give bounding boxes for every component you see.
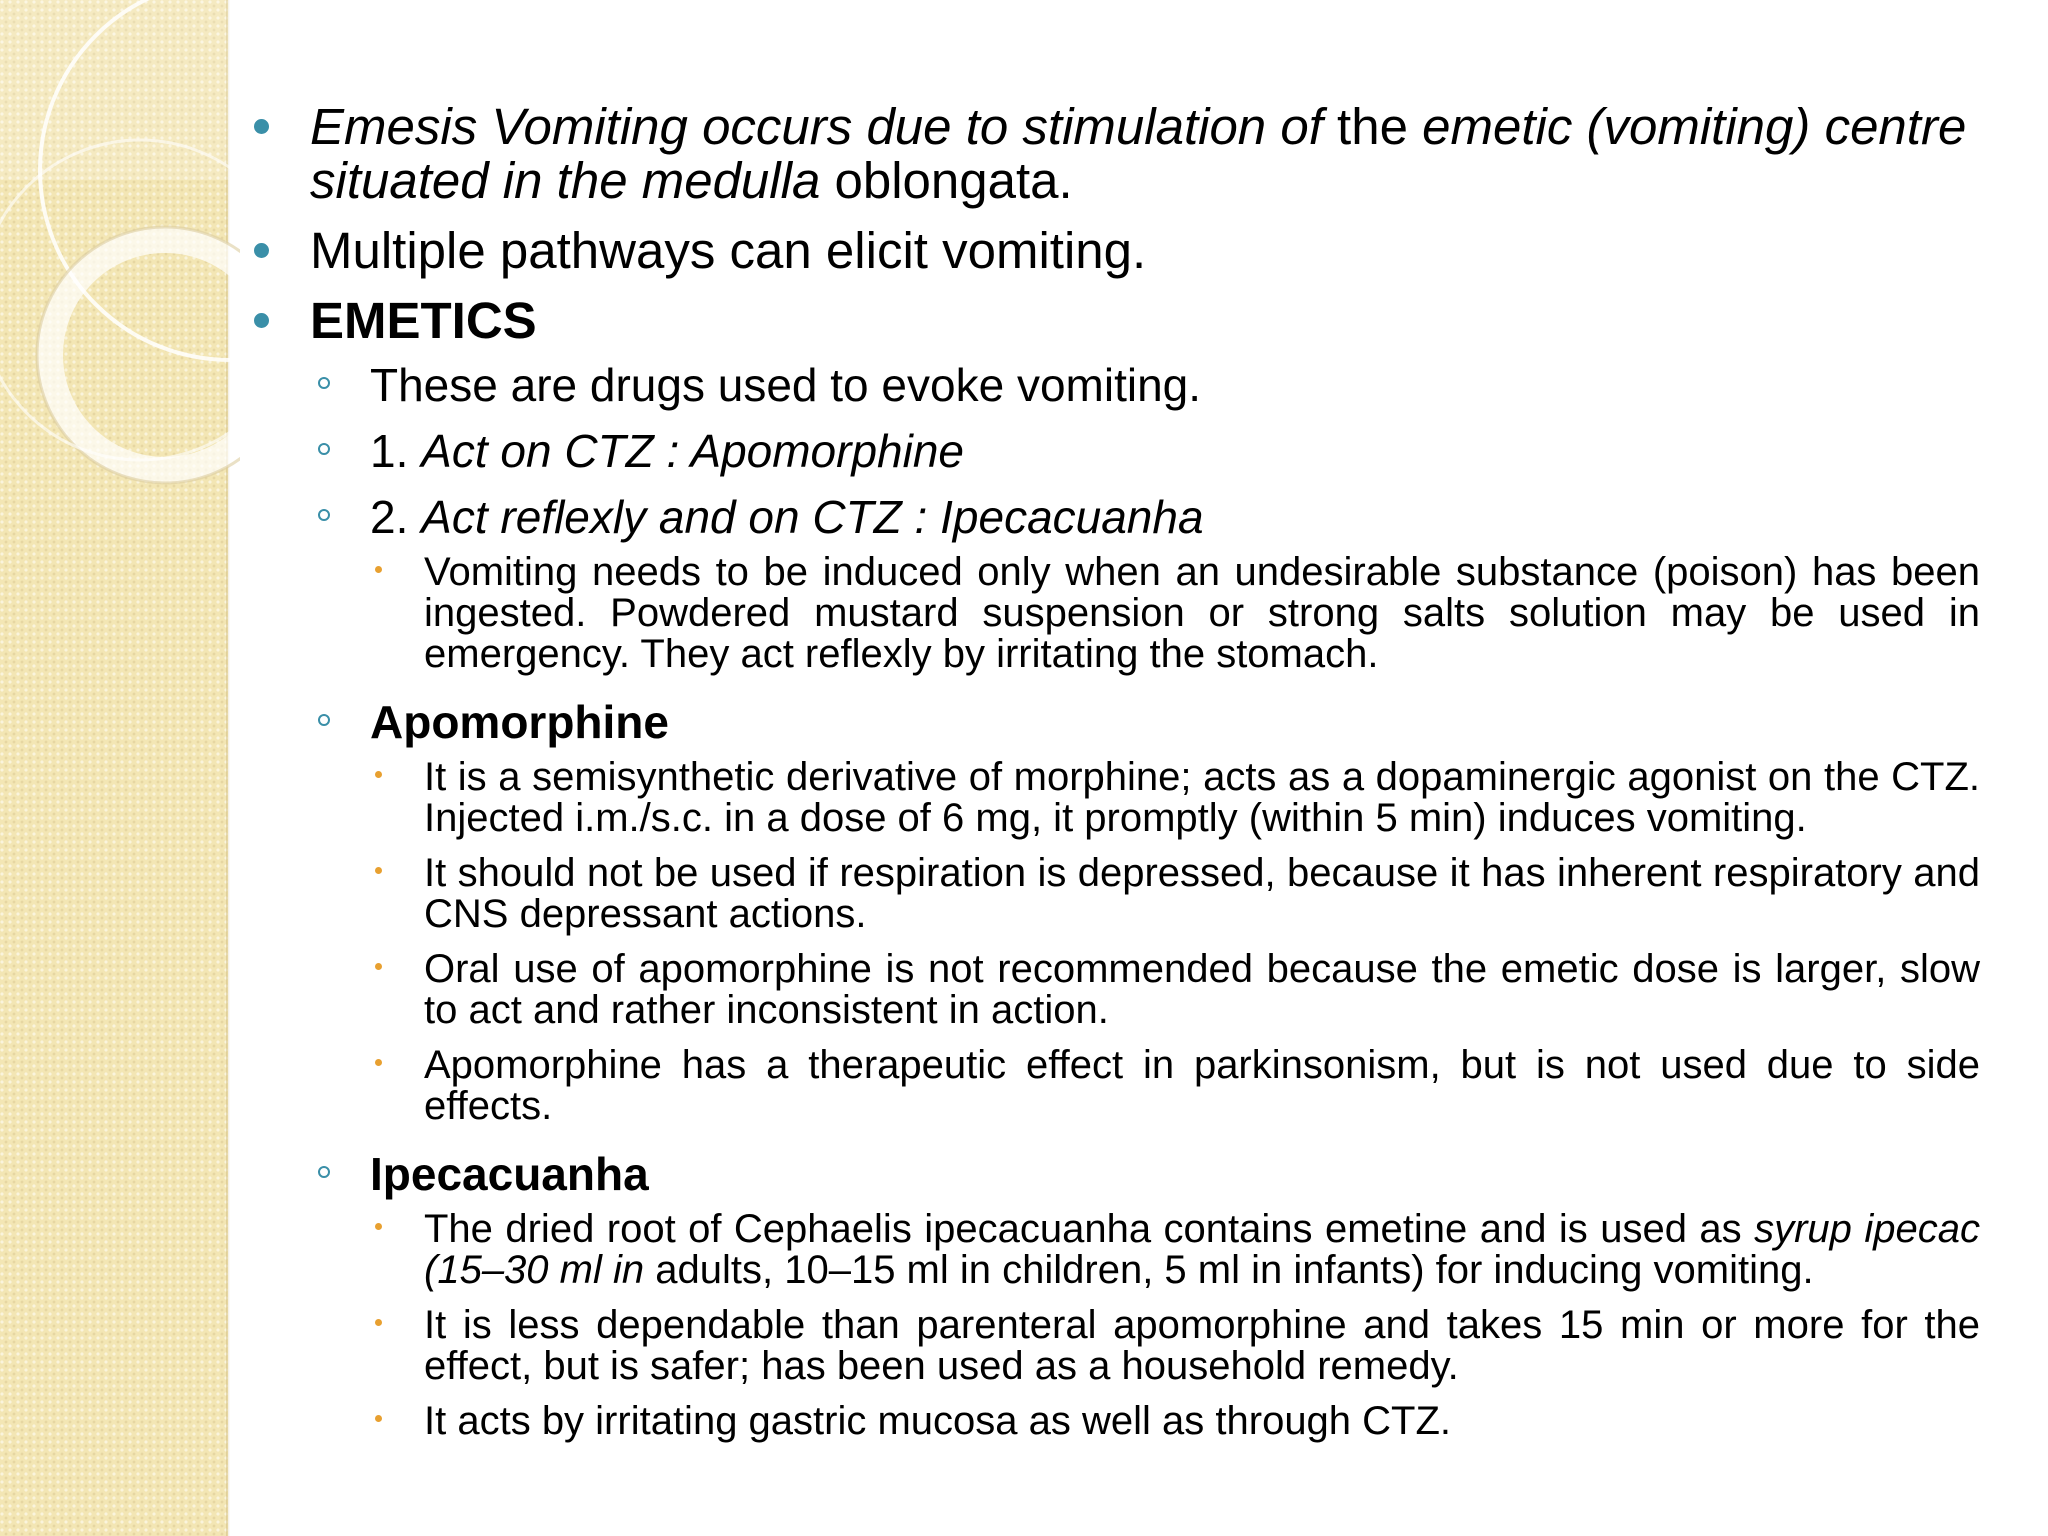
bullet-marker <box>254 313 269 328</box>
emesis-text-italic-2: emetic (vomiting) centre situated in the medulla <box>310 98 1967 209</box>
decorative-panel <box>0 0 230 180</box>
emetics-note-text: Vomiting needs to be induced only when an undesirable substance (poison) has been ingested. Powdered mustard suspension or strong salts solution may be used in emergency. They act reflexly by irritating the stomach. <box>424 550 1980 676</box>
ipecacuanha-point <box>240 1401 1980 1442</box>
item2-text: Act reflexly and on CTZ : Ipecacuanha <box>421 491 1204 543</box>
tertiary-bullet-marker <box>375 1415 382 1422</box>
emetics-item-2 <box>240 492 1980 542</box>
item1-number: 1. <box>370 425 422 477</box>
item1-text: Act on CTZ : Apomorphine <box>421 425 965 477</box>
ipecacuanha-point-text-end: adults, 10–15 ml in children, 5 ml in infants) for inducing vomiting. <box>644 1248 1814 1292</box>
tertiary-bullet-marker <box>375 963 382 970</box>
emetics-intro-text: These are drugs used to evoke vomiting. <box>370 359 1202 411</box>
tertiary-bullet-marker <box>375 771 382 778</box>
ipecacuanha-point <box>240 1305 1980 1387</box>
sub-bullet-marker <box>318 443 330 455</box>
bullet-emesis <box>240 100 1980 208</box>
ipecacuanha-point-text: It acts by irritating gastric mucosa as well as through CTZ. <box>424 1399 1452 1443</box>
emetics-heading: EMETICS <box>310 292 537 349</box>
sub-bullet-marker <box>318 714 330 726</box>
emetics-intro <box>240 360 1980 410</box>
sub-bullet-marker <box>318 1166 330 1178</box>
decorative-circles <box>0 0 240 560</box>
ipecacuanha-point <box>240 1209 1980 1291</box>
ipecacuanha-title: Ipecacuanha <box>370 1148 649 1200</box>
bullet-emetics <box>240 294 1980 348</box>
slide-content <box>240 100 1980 1456</box>
emesis-text: the <box>1322 98 1423 155</box>
emetics-note <box>240 552 1980 675</box>
ipecacuanha-heading <box>240 1149 1980 1199</box>
bullet-marker <box>254 243 269 258</box>
apomorphine-point-text: Apomorphine has a therapeutic effect in parkinsonism, but is not used due to side effects. <box>424 1043 1980 1128</box>
main-bullet-list <box>240 100 1980 1442</box>
tertiary-bullet-marker <box>375 1223 382 1230</box>
apomorphine-point-text: Oral use of apomorphine is not recommended because the emetic dose is larger, slow to act and rather inconsistent in action. <box>424 947 1980 1032</box>
apomorphine-point <box>240 757 1980 839</box>
apomorphine-heading <box>240 697 1980 747</box>
tertiary-bullet-marker <box>375 1059 382 1066</box>
apomorphine-point-text: It is a semisynthetic derivative of morphine; acts as a dopaminergic agonist on the CTZ. Injected i.m./s.c. in a dose of 6 mg, it promptly (within 5 min) induces vomiting. <box>424 755 1980 840</box>
tertiary-bullet-marker <box>375 566 382 573</box>
apomorphine-point <box>240 1045 1980 1127</box>
sub-bullet-marker <box>318 377 330 389</box>
apomorphine-point <box>240 949 1980 1031</box>
bullet-pathways <box>240 224 1980 278</box>
ipecacuanha-point-text: The dried root of Cephaelis ipecacuanha contains emetine and is used as <box>424 1207 1755 1251</box>
pathways-text: Multiple pathways can elicit vomiting. <box>310 222 1147 279</box>
apomorphine-point <box>240 853 1980 935</box>
tertiary-bullet-marker <box>375 867 382 874</box>
item2-number: 2. <box>370 491 422 543</box>
emesis-text-italic: Emesis Vomiting occurs due to stimulation of <box>310 98 1323 155</box>
sub-bullet-marker <box>318 509 330 521</box>
emetics-item-1 <box>240 426 1980 476</box>
tertiary-bullet-marker <box>375 1319 382 1326</box>
ipecacuanha-point-text: It is less dependable than parenteral apomorphine and takes 15 min or more for the effect, but is safer; has been used as a household remedy. <box>424 1303 1980 1388</box>
emesis-text-end: oblongata. <box>820 152 1073 209</box>
apomorphine-point-text: It should not be used if respiration is depressed, because it has inherent respiratory and CNS depressant actions. <box>424 851 1980 936</box>
apomorphine-title: Apomorphine <box>370 696 669 748</box>
ipecacuanha-point-italic: syrup ipecac (15–30 ml in <box>424 1207 1980 1292</box>
bullet-marker <box>254 119 269 134</box>
